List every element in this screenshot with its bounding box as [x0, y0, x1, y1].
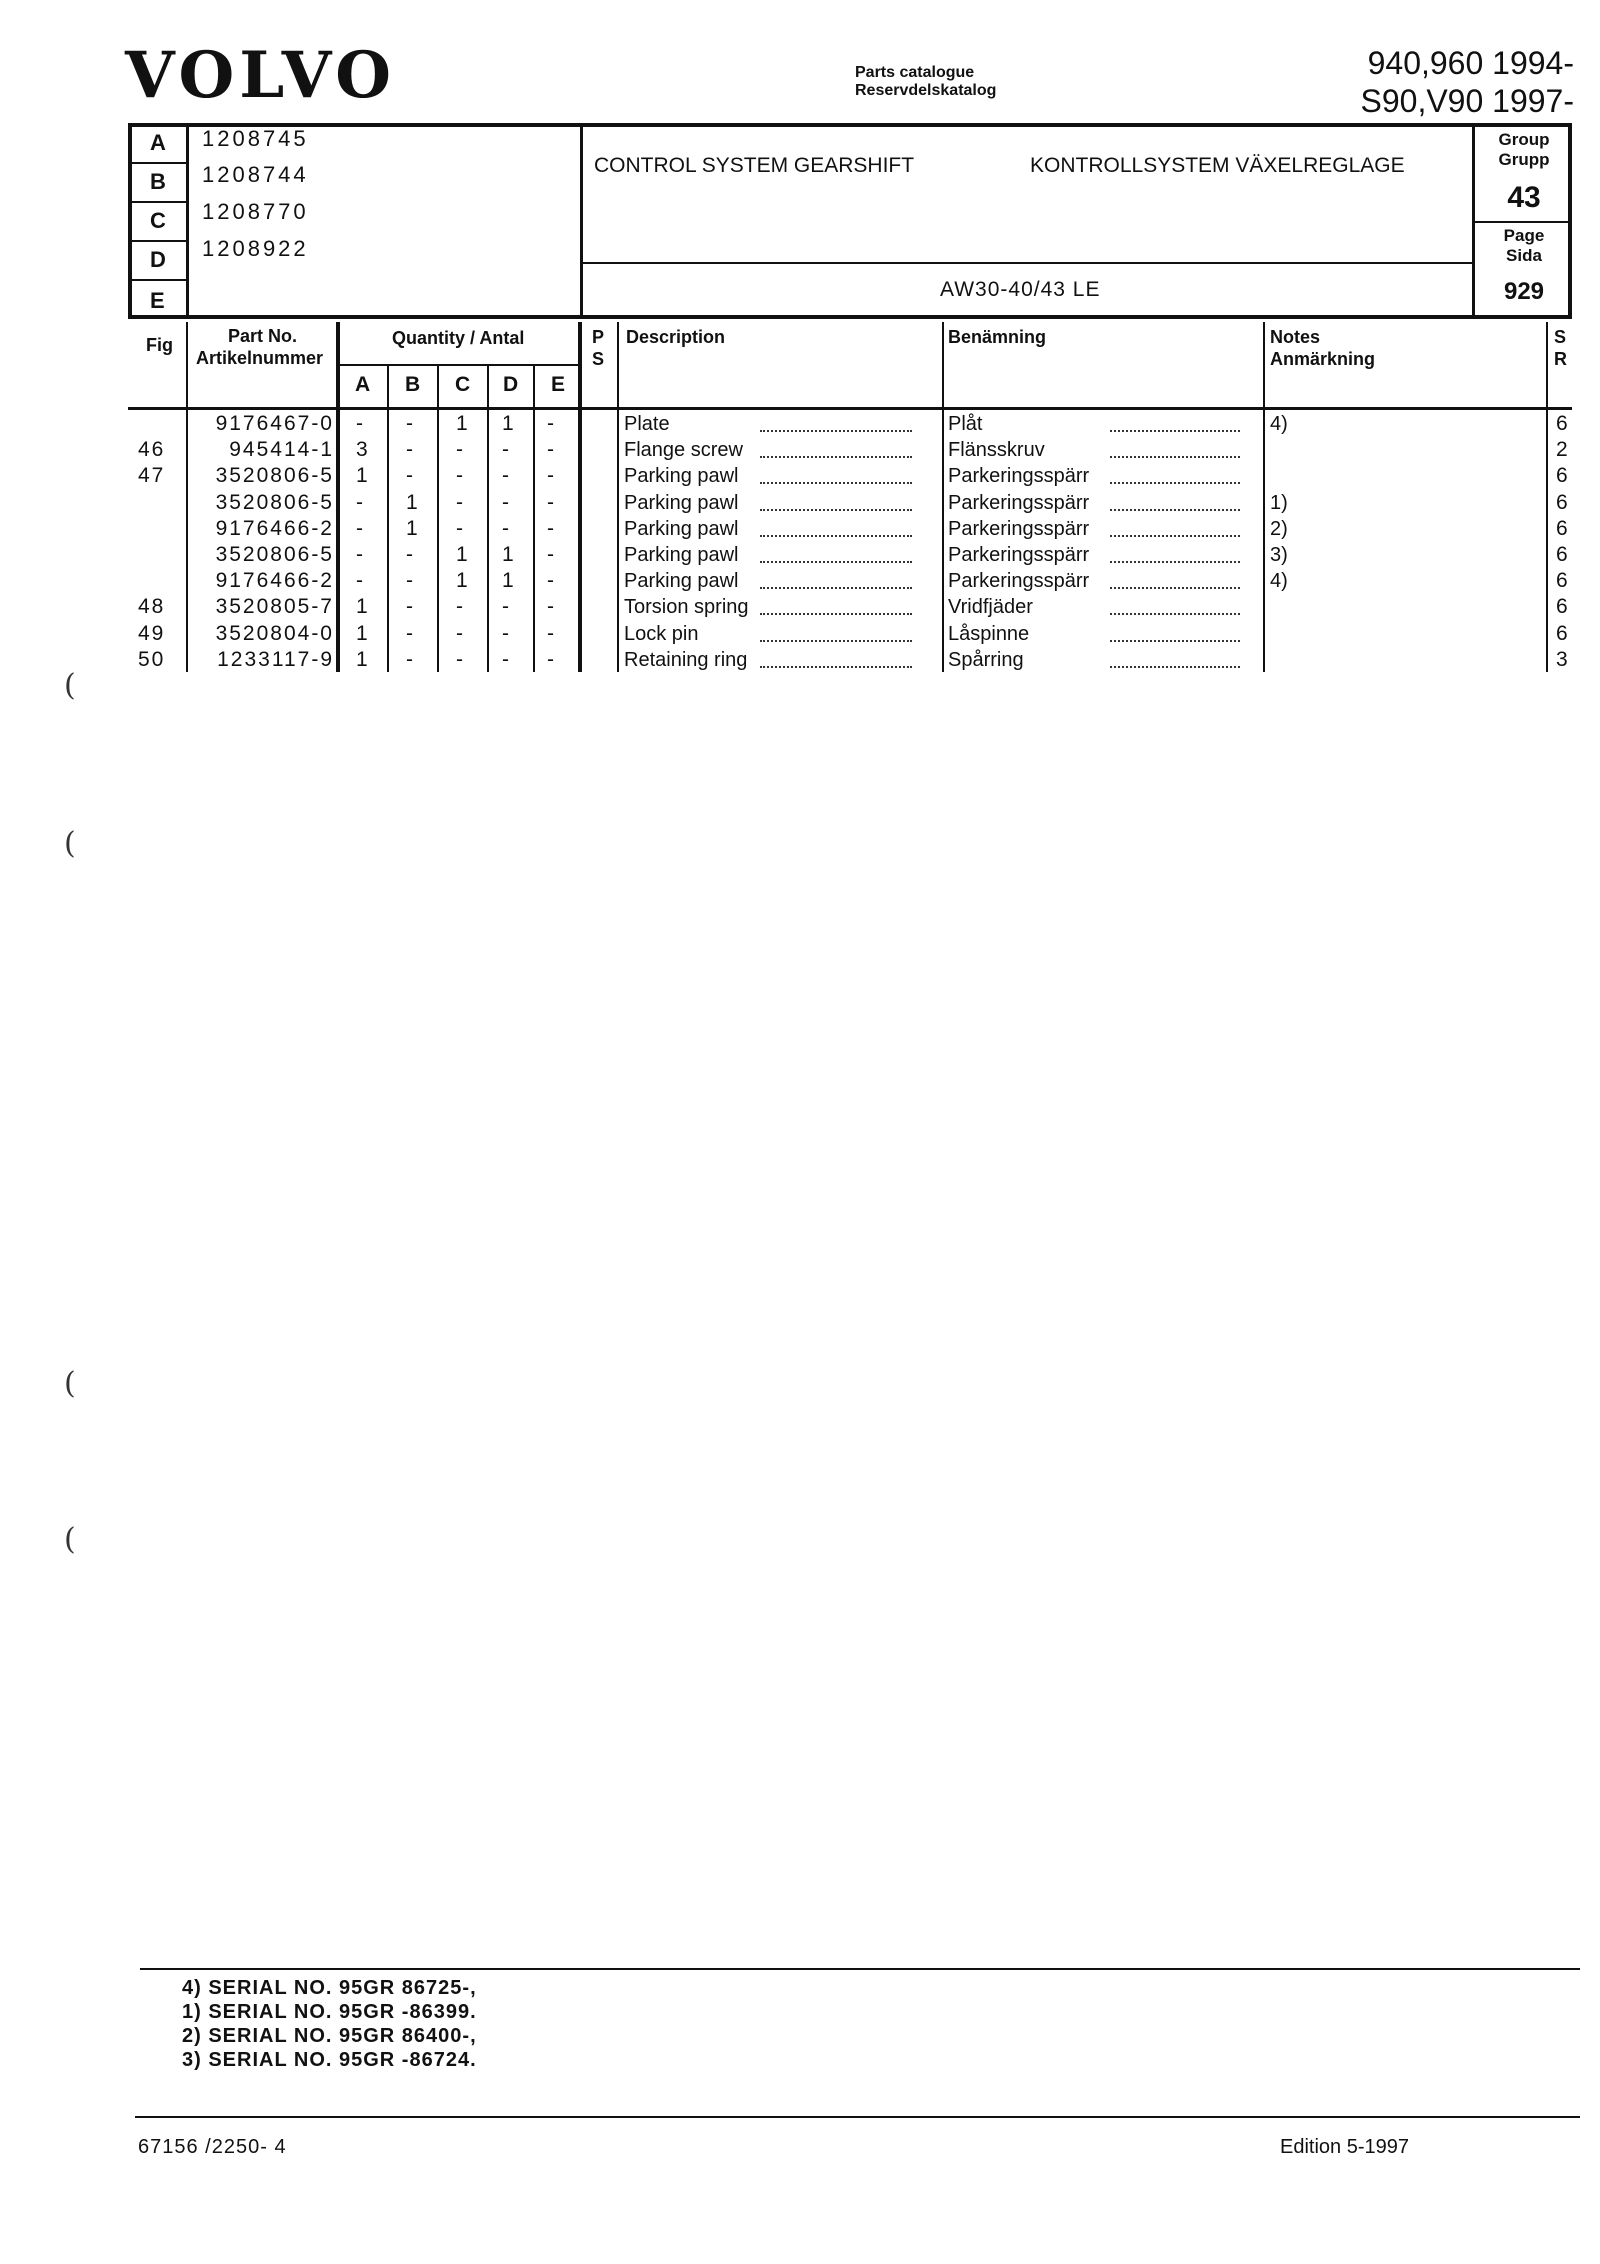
row-description: Parking pawl [624, 517, 739, 540]
row-sr: 2 [1556, 438, 1568, 462]
row-qty-c: - [456, 595, 463, 619]
row-part-number: 3520806-5 [215, 543, 334, 566]
variant-number-c: 1208770 [202, 199, 309, 224]
col-sr: S R [1554, 327, 1567, 369]
row-sr: 3 [1556, 647, 1568, 671]
footnote: 1) SERIAL NO. 95GR -86399. [182, 2001, 477, 2023]
row-sr: 6 [1556, 412, 1568, 435]
variant-letter-b: B [150, 169, 166, 194]
col-qty-e: E [551, 373, 566, 396]
col-qty-c: C [455, 373, 471, 396]
margin-mark: ( [64, 826, 76, 861]
row-benamning: Parkeringsspärr [948, 491, 1090, 514]
row-description: Flange screw [624, 439, 743, 462]
catalog-title [855, 64, 996, 100]
row-benamning-leader [1110, 456, 1240, 458]
row-qty-b: - [406, 438, 413, 462]
row-fig: 48 [138, 595, 166, 619]
row-description-leader [760, 666, 912, 668]
row-qty-b: - [406, 647, 413, 671]
row-part-number: 3520804-0 [215, 621, 334, 645]
row-qty-b: - [406, 569, 413, 593]
row-part-number: 945414-1 [229, 438, 334, 462]
row-description-leader [760, 640, 912, 642]
catalog-title-sv: Reservdelskatalog [855, 82, 997, 99]
col-benamning: Benämning [948, 327, 1047, 347]
subtitle-transmission: AW30-40/43 LE [940, 278, 1101, 301]
row-fig: 49 [138, 621, 166, 645]
row-qty-c: 1 [456, 543, 468, 566]
page-number: 929 [1503, 278, 1545, 305]
row-benamning: Plåt [948, 413, 983, 435]
row-qty-a: 3 [356, 438, 368, 462]
row-part-number: 3520806-5 [215, 490, 334, 514]
row-benamning: Parkeringsspärr [948, 465, 1090, 488]
row-part-number: 3520805-7 [215, 595, 334, 619]
margin-mark: ( [64, 1366, 76, 1401]
row-benamning-leader [1110, 640, 1240, 642]
row-sr: 6 [1556, 490, 1568, 514]
row-qty-b: - [406, 543, 413, 566]
col-qty-d: D [503, 373, 519, 396]
row-qty-c: - [456, 438, 463, 462]
row-qty-e: - [547, 516, 554, 540]
row-note: 4) [1270, 413, 1288, 435]
volvo-logo: VOLVO [125, 38, 396, 113]
row-description-leader [760, 456, 912, 458]
row-benamning: Flänsskruv [948, 439, 1045, 462]
row-sr: 6 [1556, 516, 1568, 540]
row-sr: 6 [1556, 621, 1568, 645]
row-sr: 6 [1556, 464, 1568, 488]
row-qty-a: 1 [356, 464, 368, 488]
footnote: 3) SERIAL NO. 95GR -86724. [182, 2049, 477, 2071]
row-qty-a: 1 [356, 621, 368, 645]
document-number: 67156 /2250- 4 [138, 2136, 287, 2158]
row-qty-b: - [406, 412, 413, 435]
row-description: Parking pawl [624, 465, 739, 488]
row-qty-d: - [502, 621, 509, 645]
variant-number-a: 1208745 [202, 126, 309, 151]
row-note: 2) [1270, 517, 1288, 540]
row-qty-d: - [502, 464, 509, 488]
variant-number-d: 1208922 [202, 236, 309, 261]
row-qty-e: - [547, 595, 554, 619]
row-qty-b: - [406, 621, 413, 645]
row-description: Parking pawl [624, 491, 739, 514]
row-description-leader [760, 587, 912, 589]
row-qty-a: 1 [356, 647, 368, 671]
row-sr: 6 [1556, 569, 1568, 593]
group-number: 43 [1507, 181, 1541, 214]
footnote: 2) SERIAL NO. 95GR 86400-, [182, 2025, 477, 2047]
row-qty-b: - [406, 595, 413, 619]
title-english: CONTROL SYSTEM GEARSHIFT [594, 154, 915, 177]
row-qty-b: - [406, 464, 413, 488]
row-qty-c: 1 [456, 412, 468, 435]
model-line-1: 940,960 1994- [1367, 45, 1574, 81]
col-ps: P S [592, 327, 605, 369]
row-qty-c: - [456, 647, 463, 671]
variant-letter-a: A [150, 130, 166, 155]
row-benamning: Parkeringsspärr [948, 544, 1090, 566]
col-artikelnummer: Artikelnummer [196, 348, 324, 368]
row-benamning-leader [1110, 587, 1240, 589]
row-benamning-leader [1110, 561, 1240, 563]
col-description: Description [626, 327, 726, 347]
row-benamning-leader [1110, 613, 1240, 615]
row-part-number: 1233117-9 [217, 647, 334, 671]
row-benamning-leader [1110, 535, 1240, 537]
row-part-number: 9176466-2 [215, 569, 334, 593]
row-qty-e: - [547, 464, 554, 488]
margin-mark: ( [64, 668, 76, 703]
variant-letter-c: C [150, 208, 166, 233]
row-note: 1) [1270, 491, 1288, 514]
row-qty-e: - [547, 543, 554, 566]
row-benamning: Parkeringsspärr [948, 517, 1090, 540]
row-qty-c: 1 [456, 569, 468, 593]
row-qty-a: - [356, 543, 363, 566]
page-label: Page Sida [1503, 226, 1545, 265]
row-sr: 6 [1556, 543, 1568, 566]
row-qty-a: - [356, 569, 363, 593]
row-benamning: Parkeringsspärr [948, 570, 1090, 593]
row-qty-a: - [356, 412, 363, 435]
row-description: Parking pawl [624, 570, 739, 593]
row-qty-d: - [502, 516, 509, 540]
row-qty-c: - [456, 490, 463, 514]
row-benamning: Låspinne [948, 622, 1030, 645]
group-label: Group Grupp [1498, 130, 1550, 169]
col-quantity: Quantity / Antal [392, 328, 525, 348]
edition: Edition 5-1997 [1280, 2136, 1409, 2158]
header-frame [128, 123, 1572, 319]
row-part-number: 9176467-0 [215, 412, 334, 435]
variant-letter-d: D [150, 247, 166, 272]
row-qty-a: - [356, 490, 363, 514]
row-benamning-leader [1110, 509, 1240, 511]
row-description-leader [760, 561, 912, 563]
col-qty-a: A [355, 373, 371, 396]
row-description: Plate [624, 413, 670, 435]
catalog-title-en: Parts catalogue [855, 64, 975, 81]
row-qty-c: - [456, 621, 463, 645]
margin-mark: ( [64, 1522, 76, 1557]
variant-letter-e: E [150, 288, 165, 313]
model-range [1361, 44, 1575, 120]
row-sr: 6 [1556, 595, 1568, 619]
row-fig: 50 [138, 647, 166, 671]
row-description: Torsion spring [624, 596, 749, 619]
row-qty-a: 1 [356, 595, 368, 619]
row-note: 4) [1270, 570, 1288, 593]
row-description: Retaining ring [624, 648, 748, 671]
row-description-leader [760, 509, 912, 511]
row-note: 3) [1270, 544, 1288, 566]
col-notes: Notes Anmärkning [1270, 327, 1376, 369]
row-qty-d: - [502, 490, 509, 514]
row-qty-e: - [547, 438, 554, 462]
row-qty-d: - [502, 438, 509, 462]
col-qty-b: B [405, 373, 421, 396]
row-qty-d: 1 [502, 412, 514, 435]
row-qty-d: - [502, 595, 509, 619]
row-description: Parking pawl [624, 544, 739, 566]
row-description-leader [760, 482, 912, 484]
row-benamning-leader [1110, 430, 1240, 432]
row-qty-c: - [456, 464, 463, 488]
row-benamning-leader [1110, 482, 1240, 484]
row-qty-e: - [547, 647, 554, 671]
model-line-2: S90,V90 1997- [1360, 83, 1574, 119]
row-benamning-leader [1110, 666, 1240, 668]
row-qty-c: - [456, 516, 463, 540]
row-benamning: Vridfjäder [948, 596, 1033, 619]
row-fig: 47 [138, 464, 166, 488]
row-qty-e: - [547, 621, 554, 645]
row-qty-d: 1 [502, 543, 514, 566]
col-fig: Fig [146, 335, 173, 355]
row-benamning: Spårring [948, 648, 1024, 671]
row-description-leader [760, 535, 912, 537]
row-part-number: 3520806-5 [215, 464, 334, 488]
row-qty-b: 1 [406, 516, 418, 540]
row-description: Lock pin [624, 622, 699, 645]
row-qty-a: - [356, 516, 363, 540]
title-swedish: KONTROLLSYSTEM VÄXELREGLAGE [1030, 154, 1405, 177]
row-qty-d: 1 [502, 569, 514, 593]
variant-number-b: 1208744 [202, 162, 309, 187]
row-qty-e: - [547, 412, 554, 435]
row-qty-e: - [547, 490, 554, 514]
footnote: 4) SERIAL NO. 95GR 86725-, [182, 1977, 477, 1999]
row-fig: 46 [138, 438, 166, 462]
row-description-leader [760, 430, 912, 432]
row-description-leader [760, 613, 912, 615]
row-qty-e: - [547, 569, 554, 593]
row-qty-d: - [502, 647, 509, 671]
row-part-number: 9176466-2 [215, 516, 334, 540]
row-qty-b: 1 [406, 490, 418, 514]
col-part-no: Part No. [228, 326, 298, 346]
